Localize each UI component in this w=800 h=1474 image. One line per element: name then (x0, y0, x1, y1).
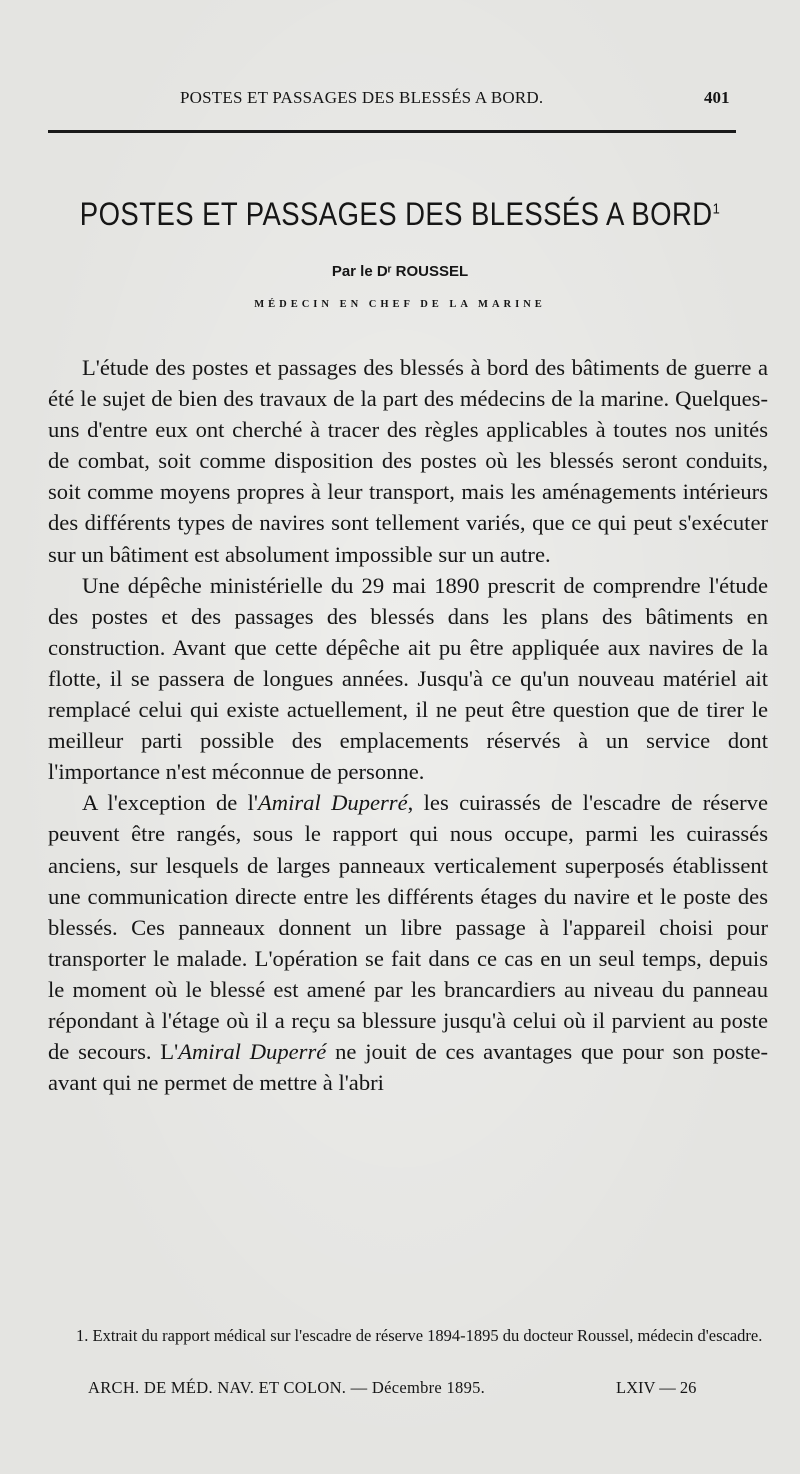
footnote (48, 1325, 768, 1348)
article-title (56, 196, 744, 233)
paragraph-3 (48, 787, 768, 1098)
journal-reference: ARCH. DE MÉD. NAV. ET COLON. — Décembre 1895. (88, 1378, 486, 1397)
author-affiliation: MÉDECIN EN CHEF DE LA MARINE (254, 299, 546, 310)
running-head-title: POSTES ET PASSAGES DES BLESSÉS A BORD. (180, 88, 544, 107)
header-rule (48, 130, 736, 133)
paragraph-1: L'étude des postes et passages des blessés à bord des bâtiments de guerre a été le sujet de bien des travaux de la part des médecins de la marine. Quelques-uns d'entre eux ont cherché à tracer des règles applicables à toutes nos unités de combat, soit comme disposition des postes où les blessés seront conduits, soit comme moyens propres à leur transport, mais les aménagements intérieurs des différents types de navires sont tellement variés, que ce qui peut s'exécuter sur un bâtiment est absolument impossible sur un autre. (48, 355, 768, 567)
ship-name-italic: Amiral Duperré (257, 790, 408, 816)
ship-name-italic-2: Amiral Duperré (178, 1039, 327, 1065)
paragraph-2: Une dépêche ministérielle du 29 mai 1890 prescrit de comprendre l'étude des postes et des passages des blessés dans les plans des bâtiments en construction. Avant que cette dépêche ait pu être appliquée aux navires de la flotte, il se passera de longues années. Jusqu'à ce qu'un nouveau matériel ait remplacé celui qui existe actuellement, il ne peut être question que de tirer le meilleur parti possible des emplacements réservés à un service dont l'importance n'est méconnue de personne. (48, 572, 768, 785)
paragraph-3-start: A l'exception de l' (82, 790, 258, 816)
footnote-text: 1. Extrait du rapport médical sur l'escadre de réserve 1894-1895 du docteur Roussel, médecin d'escadre. (76, 1326, 763, 1345)
article-title-text: POSTES ET PASSAGES DES BLESSÉS A BORD (79, 196, 713, 232)
paragraph-3-end: ne jouit de ces avantages que pour son poste-avant qui ne permet de mettre à l'abri (48, 1039, 768, 1096)
page-number: 401 (704, 88, 730, 107)
title-footnote-marker: 1 (712, 200, 721, 218)
author-byline: Par le Dʳ ROUSSEL (331, 263, 469, 280)
article-body (48, 352, 768, 1098)
volume-signature: LXIV — 26 (616, 1378, 697, 1397)
paragraph-3-middle: , les cuirassés de l'escadre de réserve peuvent être rangés, sous le rapport qui nous occupe, parmi les cuirassés anciens, sur lesquels de larges panneaux verticalement superposés établissent une communication directe entre les différents étages du navire et le poste des blessés. Ces panneaux donnent un libre passage à l'appareil choisi pour transporter le malade. L'opération se fait dans ce cas en un seul temps, depuis le moment où le blessé est amené par les brancardiers au niveau du panneau répondant à l'étage où il a reçu sa blessure jusqu'à celui où il parvient au poste de secours. L' (48, 790, 768, 1065)
